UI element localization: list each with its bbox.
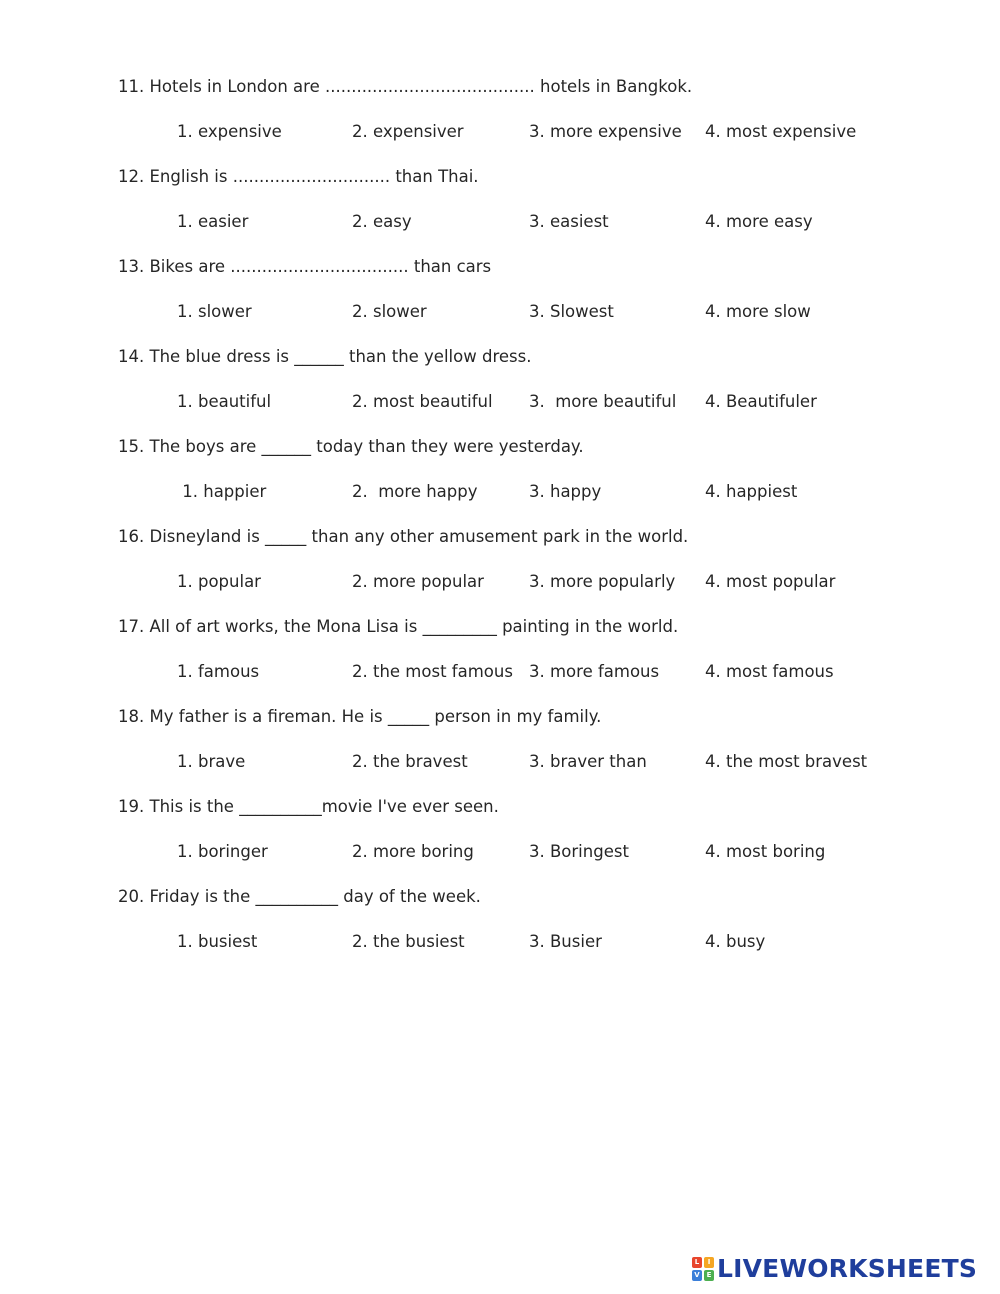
question-15-option-2[interactable]: 2. more happy bbox=[352, 482, 478, 501]
question-13-option-2[interactable]: 2. slower bbox=[352, 302, 427, 321]
question-11-prompt: 11. Hotels in London are ........................................ hotels in Bangkok. bbox=[118, 77, 693, 96]
question-14-option-4[interactable]: 4. Beautifuler bbox=[705, 392, 817, 411]
logo-mark-tile-3: V bbox=[692, 1270, 702, 1281]
question-18-option-2[interactable]: 2. the bravest bbox=[352, 752, 468, 771]
question-18-option-1[interactable]: 1. brave bbox=[177, 752, 246, 771]
question-11-option-2[interactable]: 2. expensiver bbox=[352, 122, 464, 141]
question-16-prompt: 16. Disneyland is _____ than any other amusement park in the world. bbox=[118, 527, 689, 546]
question-13-option-4[interactable]: 4. more slow bbox=[705, 302, 811, 321]
question-16-option-3[interactable]: 3. more popularly bbox=[529, 572, 676, 591]
question-14-prompt: 14. The blue dress is ______ than the yellow dress. bbox=[118, 347, 532, 366]
question-15-prompt: 15. The boys are ______ today than they were yesterday. bbox=[118, 437, 584, 456]
question-12-option-2[interactable]: 2. easy bbox=[352, 212, 412, 231]
logo-mark-tile-2: I bbox=[704, 1257, 714, 1268]
liveworksheets-logo bbox=[692, 1253, 977, 1285]
question-19-option-4[interactable]: 4. most boring bbox=[705, 842, 826, 861]
question-19-option-2[interactable]: 2. more boring bbox=[352, 842, 474, 861]
question-14-option-2[interactable]: 2. most beautiful bbox=[352, 392, 493, 411]
question-17-option-4[interactable]: 4. most famous bbox=[705, 662, 834, 681]
question-14-option-1[interactable]: 1. beautiful bbox=[177, 392, 272, 411]
question-18-option-4[interactable]: 4. the most bravest bbox=[705, 752, 868, 771]
question-20-option-4[interactable]: 4. busy bbox=[705, 932, 766, 951]
question-12-option-3[interactable]: 3. easiest bbox=[529, 212, 609, 231]
logo-mark-tile-1: L bbox=[692, 1257, 702, 1268]
logo-mark-tile-4: E bbox=[704, 1270, 714, 1281]
question-20-prompt: 20. Friday is the __________ day of the week. bbox=[118, 887, 481, 906]
question-19-option-3[interactable]: 3. Boringest bbox=[529, 842, 629, 861]
question-17-option-3[interactable]: 3. more famous bbox=[529, 662, 660, 681]
question-20-option-3[interactable]: 3. Busier bbox=[529, 932, 602, 951]
liveworksheets-logo-text: LIVEWORKSHEETS bbox=[717, 1254, 978, 1283]
question-11-option-4[interactable]: 4. most expensive bbox=[705, 122, 857, 141]
question-17-option-2[interactable]: 2. the most famous bbox=[352, 662, 513, 681]
question-19-option-1[interactable]: 1. boringer bbox=[177, 842, 268, 861]
question-18-option-3[interactable]: 3. braver than bbox=[529, 752, 647, 771]
question-13-option-3[interactable]: 3. Slowest bbox=[529, 302, 614, 321]
question-13-prompt: 13. Bikes are .................................. than cars bbox=[118, 257, 492, 276]
liveworksheets-logo-icon bbox=[692, 1257, 714, 1281]
question-18-prompt: 18. My father is a fireman. He is _____ person in my family. bbox=[118, 707, 602, 726]
question-20-option-1[interactable]: 1. busiest bbox=[177, 932, 258, 951]
question-17-prompt: 17. All of art works, the Mona Lisa is _________ painting in the world. bbox=[118, 617, 679, 636]
question-19-prompt: 19. This is the __________movie I've ever seen. bbox=[118, 797, 499, 816]
question-16-option-2[interactable]: 2. more popular bbox=[352, 572, 484, 591]
question-16-option-4[interactable]: 4. most popular bbox=[705, 572, 836, 591]
question-12-prompt: 12. English is .............................. than Thai. bbox=[118, 167, 479, 186]
question-11-option-3[interactable]: 3. more expensive bbox=[529, 122, 682, 141]
question-12-option-4[interactable]: 4. more easy bbox=[705, 212, 813, 231]
question-13-option-1[interactable]: 1. slower bbox=[177, 302, 252, 321]
question-15-option-3[interactable]: 3. happy bbox=[529, 482, 602, 501]
question-14-option-3[interactable]: 3. more beautiful bbox=[529, 392, 677, 411]
question-11-option-1[interactable]: 1. expensive bbox=[177, 122, 282, 141]
question-17-option-1[interactable]: 1. famous bbox=[177, 662, 260, 681]
question-16-option-1[interactable]: 1. popular bbox=[177, 572, 261, 591]
question-12-option-1[interactable]: 1. easier bbox=[177, 212, 249, 231]
question-15-option-1[interactable]: 1. happier bbox=[177, 482, 267, 501]
question-15-option-4[interactable]: 4. happiest bbox=[705, 482, 798, 501]
question-20-option-2[interactable]: 2. the busiest bbox=[352, 932, 465, 951]
